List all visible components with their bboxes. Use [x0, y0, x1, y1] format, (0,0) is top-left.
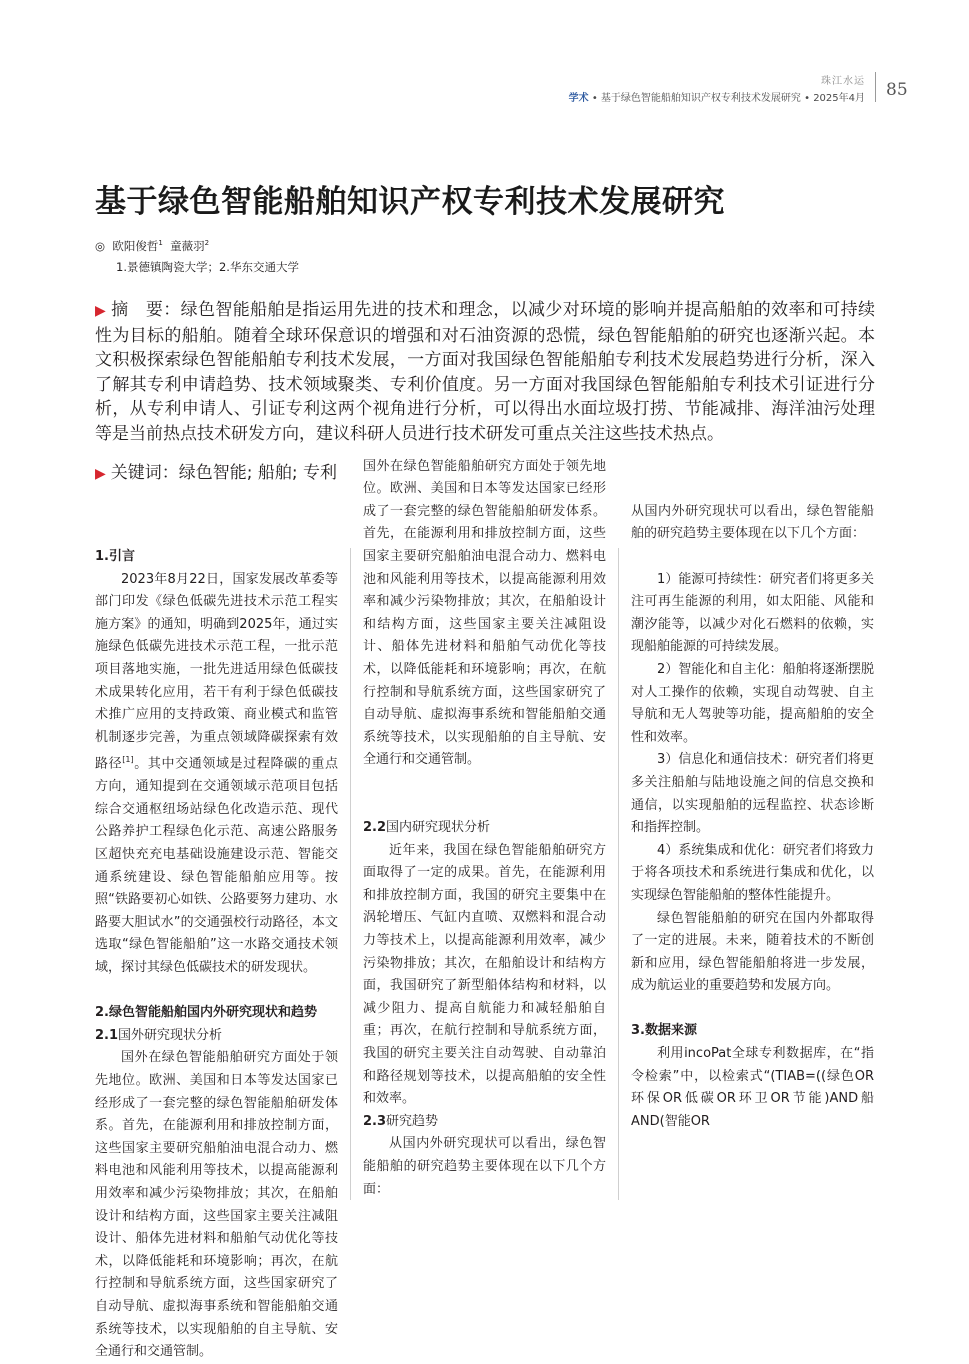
trend-item-3: 3）信息化和通信技术：研究者们将更多关注船舶与陆地设施之间的信息交换和通信，以实现船舶的远程监控、状态诊断和指挥控制。: [631, 752, 874, 836]
header-divider: [875, 72, 876, 102]
section-1-paragraph: 2023年8月22日，国家发展改革委等部门印发《绿色低碳先进技术示范工程实施方案》的通知，明确到2025年，通过实施绿色低碳先进技术示范工程，一批示范项目落地实施，一批先进适用绿色低碳技术成果转化应用，若干有利于绿色低碳技术推广应用的支持政策、商业模式和监管机制逐步完善，为重点领域降碳探索有效路径[1]。其中交通领域是过程降碳的重点方向，通知提到在交通领域示范项目包括综合交通枢纽场站绿色化改造示范、现代公路养护工程绿色化示范、高速公路服务区超快充充电基础设施建设示范、智能交通系统建设、绿色智能船舶应用等。按照“铁路要初心如铁、公路要努力建功、水路要大胆试水”的交通强校行动路径，本文选取“绿色智能船舶”这一水路交通技术领域，探讨其绿色低碳技术的研发现状。: [95, 571, 338, 976]
body-column-3: [631, 503, 874, 1133]
trend-item-4: 4）系统集成和优化：研究者们将致力于将各项技术和系统进行集成和优化，以实现绿色智能船舶的整体性能提升。: [631, 842, 874, 903]
section-label: 学术: [568, 93, 589, 104]
section-2-1-continued: 国外在绿色智能船舶研究方面处于领先地位。欧洲、美国和日本等发达国家已经形成了一套完整的绿色智能船舶研发体系。首先，在能源利用和排放控制方面，这些国家主要研究船舶油电混合动力、燃料电池和风能利用等技术，以提高能源利用效率和减少污染物排放；其次，在船舶设计和结构方面，这些国家主要关注减阻设计、船体先进材料和船舶气动优化等技术，以降低能耗和环境影响；再次，在航行控制和导航系统方面，这些国家研究了自动导航、虚拟海事系统和智能船舶交通系统等技术，以实现船舶的自主导航、安全通行和交通管制。: [363, 458, 606, 768]
trend-item-1: 1）能源可持续性：研究者们将更多关注可再生能源的利用，如太阳能、风能和潮汐能等，以减少对化石燃料的依赖，实现船舶能源的可持续发展。: [631, 571, 874, 655]
author-2: 童薇羽: [170, 239, 205, 253]
author-marker: ◎: [95, 239, 106, 253]
author-2-affil: 2: [204, 239, 210, 248]
running-header: 学术 • 基于绿色智能船舶知识产权专利技术发展研究 • 2025年4月: [568, 93, 865, 104]
author-1-affil: 1: [158, 239, 163, 248]
citation-ref: [1]: [122, 755, 134, 765]
trend-item-2: 2）智能化和自主化：船舶将逐渐摆脱对人工操作的依赖，实现自动驾驶、自主导航和无人驾驶等功能，提高船舶的安全性和效率。: [631, 661, 874, 745]
section-2-heading: 2.绿色智能船舶国内外研究现状和趋势: [95, 1005, 317, 1021]
section-3-heading: 3.数据来源: [631, 1023, 697, 1039]
triangle-marker-icon: ▶: [95, 466, 106, 482]
section-2-3-intro-continued: 从国内外研究现状可以看出，绿色智能船舶的研究趋势主要体现在以下几个方面：: [631, 503, 874, 542]
affiliations: 1.景德镇陶瓷大学；2.华东交通大学: [116, 260, 299, 274]
keywords-text: 绿色智能; 船舶; 专利: [178, 463, 338, 483]
section-2-1-paragraph: 国外在绿色智能船舶研究方面处于领先地位。欧洲、美国和日本等发达国家已经形成了一套完整的绿色智能船舶研发体系。首先，在能源利用和排放控制方面，这些国家主要研究船舶油电混合动力、燃料电池和风能利用等技术，以提高能源利用效率和减少污染物排放；其次，在船舶设计和结构方面，这些国家主要关注减阻设计、船体先进材料和船舶气动优化等技术，以降低能耗和环境影响；再次，在航行控制和导航系统方面，这些国家研究了自动导航、虚拟海事系统和智能船舶交通系统等技术，以实现船舶的自主导航、安全通行和交通管制。: [95, 1050, 338, 1360]
section-2-3-heading: 2.3研究趋势: [363, 1113, 439, 1129]
authors: [95, 238, 209, 254]
column-divider: [350, 548, 351, 1200]
article-title: 基于绿色智能船舶知识产权专利技术发展研究: [95, 184, 725, 220]
body-column-2: [363, 458, 606, 1197]
journal-name: 珠江水运: [821, 76, 865, 87]
keywords: ▶ 关键词：绿色智能; 船舶; 专利: [95, 463, 338, 483]
running-title: 基于绿色智能船舶知识产权专利技术发展研究: [600, 93, 801, 104]
section-3-paragraph: 利用incoPat全球专利数据库，在“指令检索”中，以检索式“(TIAB=((绿色OR环保OR低碳OR环卫OR节能)AND船AND(智能OR: [631, 1046, 874, 1129]
triangle-marker-icon: ▶: [95, 303, 107, 319]
keywords-label: 关键词: [110, 463, 162, 483]
section-2-1-heading: 2.1国外研究现状分析: [95, 1027, 223, 1043]
abstract-text: 绿色智能船舶是指运用先进的技术和理念，以减少对环境的影响并提高船舶的效率和可持续性为目标的船舶。随着全球环保意识的增强和对石油资源的恐慌，绿色智能船舶的研究也逐渐兴起。本文积极探索绿色智能船舶专利技术发展，一方面对我国绿色智能船舶专利技术发展趋势进行分析，深入了解其专利申请趋势、技术领域聚类、专利价值度。另一方面对我国绿色智能船舶专利技术引证进行分析，从专利申请人、引证专利这两个视角进行分析，可以得出水面垃圾打捞、节能减排、海洋油污处理等是当前热点技术研发方向，建议科研人员进行技术研发可重点关注这些技术热点。: [95, 300, 875, 444]
author-1: 欧阳俊哲: [112, 239, 159, 253]
section-2-2-paragraph: 近年来，我国在绿色智能船舶研究方面取得了一定的成果。首先，在能源利用和排放控制方面，我国的研究主要集中在涡轮增压、气缸内直喷、双燃料和混合动力等技术上，以提高能源利用效率，减少污染物排放；其次，在船舶设计和结构方面，我国研究了新型船体结构和材料，以减少阻力、提高自航能力和减轻船舶自重；再次，在航行控制和导航系统方面，我国的研究主要关注自动驾驶、自动靠泊和路径规划等技术，以提高船舶的安全性和效率。: [363, 842, 606, 1107]
section-2-2-heading: 2.2国内研究现状分析: [363, 820, 491, 835]
page-number: 85: [886, 80, 908, 100]
section-2-3-conclusion: 绿色智能船舶的研究在国内外都取得了一定的进展。未来，随着技术的不断创新和应用，绿色智能船舶将进一步发展，成为航运业的重要趋势和发展方向。: [631, 910, 874, 994]
section-1-heading: 1.引言: [95, 549, 135, 564]
body-column-1: [95, 546, 338, 1360]
column-divider: [618, 548, 619, 1200]
section-2-3-intro: 从国内外研究现状可以看出，绿色智能船舶的研究趋势主要体现在以下几个方面：: [363, 1136, 606, 1197]
issue-date: 2025年4月: [813, 93, 865, 104]
abstract-label: 摘 要: [111, 300, 164, 320]
abstract: ▶ 摘 要：绿色智能船舶是指运用先进的技术和理念，以减少对环境的影响并提高船舶的效率和可持续性为目标的船舶。随着全球环保意识的增强和对石油资源的恐慌，绿色智能船舶的研究也逐渐兴起。本文积极探索绿色智能船舶专利技术发展，一方面对我国绿色智能船舶专利技术发展趋势进行分析，深入了解其专利申请趋势、技术领域聚类、专利价值度。另一方面对我国绿色智能船舶专利技术引证进行分析，从专利申请人、引证专利这两个视角进行分析，可以得出水面垃圾打捞、节能减排、海洋油污处理等是当前热点技术研发方向，建议科研人员进行技术研发可重点关注这些技术热点。: [95, 300, 875, 444]
